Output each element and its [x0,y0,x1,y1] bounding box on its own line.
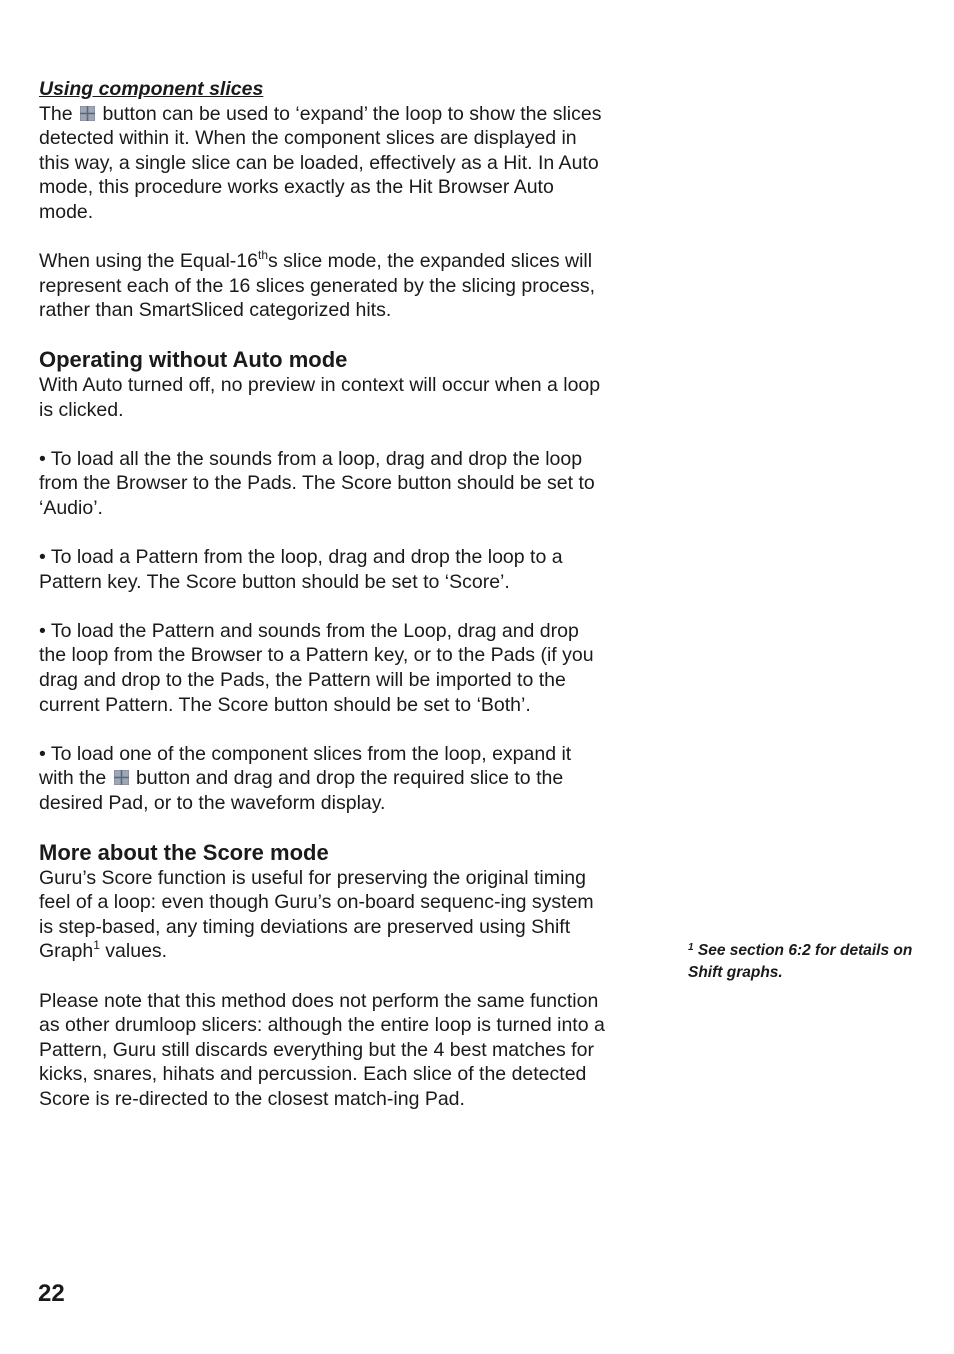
bullet-load-component-slice: • To load one of the component slices from the loop, expand it with the button and drag and drop the required slice to the desired Pad, or to the waveform display. [39,742,572,815]
heading-more-about-score-mode: More about the Score mode [39,839,329,865]
paragraph-auto-off: With Auto turned off, no preview in context will occur when a loop is clicked. [39,373,601,421]
bullet-load-pattern-and-sounds: • To load the Pattern and sounds from the Loop, drag and drop the loop from the Browser to a Pattern key, or to the Pads (if you drag and drop to the Pads, the Pattern will be imported to the current Pattern. The Score button should be set to ‘Both’. [39,619,594,716]
footnote-shift-graphs: $^1$ See section 6:2 for details on Shift graphs. [688,942,913,981]
page-number: 22 [38,1280,65,1307]
paragraph-score-function: Guru’s Score function is useful for preserving the original timing feel of a loop: even though Guru’s on-board sequenc-ing system is step-based, any timing deviations are preserved using Shift Graph$^1$ values. [39,866,594,963]
paragraph-equal-16ths: When using the Equal-16ths slice mode, the expanded slices will represent each of the 16 slices generated by the slicing process, rather than SmartSliced categorized hits. [39,248,596,322]
paragraph-score-note: Please note that this method does not perform the same function as other drumloop slicers: although the entire loop is turned into a Pattern, Guru still discards everything but the 4 best matches for kicks, snares, hihats and percussion. Each slice of the detected Score is re-directed to the closest match-ing Pad. [39,989,605,1110]
expand-grid-icon [114,770,129,785]
expand-grid-icon [80,106,95,121]
paragraph-expand-button: The button can be used to ‘expand’ the loop to show the slices detected within it. When the component slices are displayed in this way, a single slice can be loaded, effectively as a Hit. In Auto mode, this procedure works exactly as the Hit Browser Auto mode. [39,102,602,223]
bullet-load-sounds: • To load all the the sounds from a loop, drag and drop the loop from the Browser to the Pads. The Score button should be set to ‘Audio’. [39,447,595,519]
main-column [39,77,609,1112]
heading-operating-without-auto: Operating without Auto mode [39,346,348,372]
bullet-load-pattern: • To load a Pattern from the loop, drag and drop the loop to a Pattern key. The Score button should be set to ‘Score’. [39,546,563,593]
subheading-using-component-slices: Using component slices [39,78,264,100]
